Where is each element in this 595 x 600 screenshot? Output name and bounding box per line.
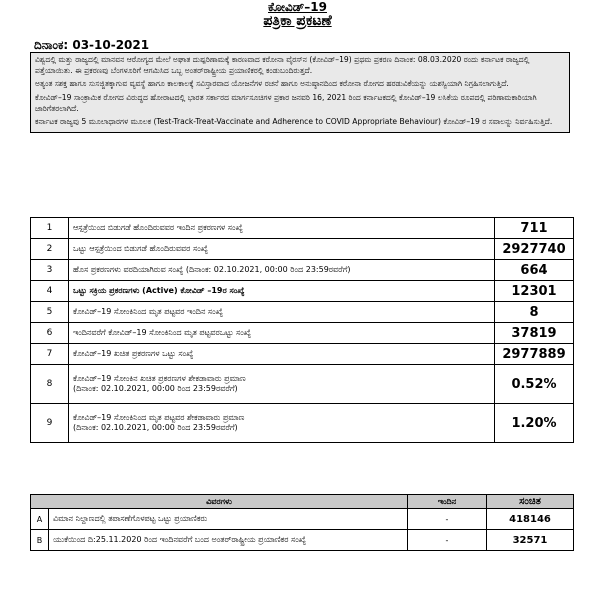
- row-value: 1.20%: [495, 404, 574, 443]
- row-label: ಕೋವಿಡ್–19 ಸೋಂಕಿನ ಖಚಿತ ಪ್ರಕರಣಗಳ ಶೇಕಡಾವಾರು ಪ್ರಮಾಣ: [73, 374, 246, 383]
- row-value: 2977889: [495, 344, 574, 365]
- stats-row: [31, 344, 574, 365]
- table-row: [31, 509, 574, 530]
- row-today: -: [408, 509, 487, 530]
- row-number: 2: [31, 239, 69, 260]
- stats-row: [31, 365, 574, 404]
- stats-row: [31, 404, 574, 443]
- header-details: ವಿವರಗಳು: [31, 495, 408, 509]
- row-label: ಯುಕೆಯಿಂದ ದಿ:25.11.2020 ರಿಂದ ಇಂದಿನವರೆಗೆ ಬಂದ ಅಂತರ್‌ರಾಷ್ಟ್ರೀಯ ಪ್ರಯಾಣಿಕರ ಸಂಖ್ಯೆ: [49, 530, 408, 551]
- row-cumulative: 32571: [487, 530, 574, 551]
- row-value: 2927740: [495, 239, 574, 260]
- stats-row: [31, 218, 574, 239]
- row-letter: A: [31, 509, 49, 530]
- intro-paragraph: ಕೋವಿಡ್–19 ಸಾಂಕ್ರಾಮಿಕ ರೋಗದ ವಿರುದ್ಧದ ಹೋರಾಟದಲ್ಲಿ ಭಾರತ ಸರ್ಕಾರದ ಮಾರ್ಗಸೂಚಿಗಳ ಪ್ರಕಾರ ಜನವರಿ 16, 2021 ರಿಂದ ಕರ್ನಾಟಕದಲ್ಲಿ ಕೋವಿಡ್–19 ಲಸಿಕೆಯ ರೂಪದಲ್ಲಿ ಪರಿಣಾಮಕಾರಿಯಾಗಿ ಜಾರಿಗೆತರಲಾಗಿದೆ.: [35, 92, 537, 113]
- stats-row: [31, 239, 574, 260]
- intro-paragraph: ಕರ್ನಾಟಕ ರಾಜ್ಯವು 5 ಮೂಲಾಧಾರಗಳ ಮೂಲಕ (Test-Track-Treat-Vaccinate and Adherence to COVID Appropriate Behaviour) ಕೋವಿಡ್–19 ರ ಸವಾಲನ್ನು ನಿರ್ವಹಿಸುತ್ತಿದೆ.: [35, 117, 553, 127]
- row-sublabel: (ದಿನಾಂಕ: 02.10.2021, 00:00 ರಿಂದ 23:59ರವರೆಗೆ): [73, 423, 238, 432]
- row-label: ಕೋವಿಡ್–19 ಸೋಂಕಿನಿಂದ ಮೃತ ಪಟ್ಟವರ ಶೇಕಡಾವಾರು ಪ್ರಮಾಣ: [73, 413, 245, 422]
- date-label: ದಿನಾಂಕ: 03-10-2021: [34, 38, 150, 52]
- row-value: 37819: [495, 323, 574, 344]
- intro-box: [30, 52, 570, 133]
- row-label: ಆಸ್ಪತ್ರೆಯಿಂದ ಬಿಡುಗಡೆ ಹೊಂದಿರುವವರ ಇಂದಿನ ಪ್ರಕರಣಗಳ ಸಂಖ್ಯೆ: [69, 218, 495, 239]
- row-label-cell: [69, 365, 495, 404]
- row-number: 6: [31, 323, 69, 344]
- intro-paragraph: ಅತ್ಯಂತ ಸಶಕ್ತ ಹಾಗೂ ಸುಸಜ್ಜಿತಕ್ಕಾಗುವ ವ್ಯವಸ್ಥೆ ಹಾಗೂ ಕಾಲಕಾಲಕ್ಕೆ ಸವಿಸ್ತಾರವಾದ ಯೋಜನೆಗಳ ರಚನೆ ಹಾಗೂ ಅನುಷ್ಠಾನದಿಂದ ಕರೋನಾ ರೋಗದ ಹರಡುವಿಕೆಯನ್ನು ಯಶಸ್ವಿಯಾಗಿ ನಿಗ್ರಹಿಸಲಾಗುತ್ತಿದೆ.: [35, 79, 509, 89]
- row-value: 711: [495, 218, 574, 239]
- table-header-row: [31, 495, 574, 509]
- row-number: 4: [31, 281, 69, 302]
- row-number: 5: [31, 302, 69, 323]
- row-value: 664: [495, 260, 574, 281]
- row-label: ಕೋವಿಡ್–19 ಸೋಂಕಿನಿಂದ ಮೃತ ಪಟ್ಟವರ ಇಂದಿನ ಸಂಖ್ಯೆ: [69, 302, 495, 323]
- row-number: 8: [31, 365, 69, 404]
- row-letter: B: [31, 530, 49, 551]
- row-label: ಒಟ್ಟು ಆಸ್ಪತ್ರೆಯಿಂದ ಬಿಡುಗಡೆ ಹೊಂದಿರುವವರ ಸಂಖ್ಯೆ: [69, 239, 495, 260]
- row-label: ಹೊಸ ಪ್ರಕರಣಗಳು ವರದಿಯಾಗಿರುವ ಸಂಖ್ಯೆ (ದಿನಾಂಕ: 02.10.2021, 00:00 ರಿಂದ 23:59ರವರೆಗೆ): [69, 260, 495, 281]
- header-today: ಇಂದಿನ: [408, 495, 487, 509]
- row-label-cell: [69, 404, 495, 443]
- row-value: 12301: [495, 281, 574, 302]
- header-cumulative: ಸಂಚಿತ: [487, 495, 574, 509]
- row-value: 0.52%: [495, 365, 574, 404]
- header-top-line: ಕೋವಿಡ್–19: [268, 0, 327, 14]
- row-label: ಒಟ್ಟು ಸಕ್ರಿಯ ಪ್ರಕರಣಗಳು (Active) ಕೋವಿಡ್ –19ರ ಸಂಖ್ಯೆ: [69, 281, 495, 302]
- row-label: ಕೋವಿಡ್–19 ಖಚಿತ ಪ್ರಕರಣಗಳ ಒಟ್ಟು ಸಂಖ್ಯೆ: [69, 344, 495, 365]
- stats-row: [31, 260, 574, 281]
- row-label: ವಿಮಾನ ನಿಲ್ದಾಣದಲ್ಲಿ ತಪಾಸಣೆಗೊಳಪಟ್ಟ ಒಟ್ಟು ಪ್ರಯಾಣಿಕರು: [49, 509, 408, 530]
- stats-row: [31, 302, 574, 323]
- row-number: 7: [31, 344, 69, 365]
- row-number: 3: [31, 260, 69, 281]
- row-label: ಇಂದಿನವರೆಗೆ ಕೋವಿಡ್–19 ಸೋಂಕಿನಿಂದ ಮೃತ ಪಟ್ಟವರಒಟ್ಟು ಸಂಖ್ಯೆ: [69, 323, 495, 344]
- row-cumulative: 418146: [487, 509, 574, 530]
- row-sublabel: (ದಿನಾಂಕ: 02.10.2021, 00:00 ರಿಂದ 23:59ರವರೆಗೆ): [73, 384, 238, 393]
- travellers-table: [30, 494, 574, 551]
- intro-paragraph: ವಿಶ್ವದಲ್ಲಿ ಮತ್ತು ರಾಜ್ಯದಲ್ಲಿ ಮಾನವನ ಆರೋಗ್ಯದ ಮೇಲೆ ಅಘಾತ ದುಷ್ಪರಿಣಾಮಕ್ಕೆ ಕಾರಣವಾದ ಕರೋನಾ ವೈರಸ್‌ನ (ಕೋವಿಡ್–19) ಪ್ರಥಮ ಪ್ರಕರಣ ದಿನಾಂಕ: 08.03.2020 ರಂದು ಕರ್ನಾಟಕ ರಾಜ್ಯದಲ್ಲಿ ಪತ್ತೆಯಾಯಿತು. ಈ ಪ್ರಕರಣವು ಬೆಂಗಳೂರಿಗೆ ಆಗಮಿಸಿದ ಒಬ್ಬ ಅಂತರ್‌ರಾಷ್ಟ್ರೀಯ ಪ್ರಯಾಣಿಕರಲ್ಲಿ ಕಂಡುಬಂದಿರುತ್ತದೆ.: [35, 55, 530, 76]
- stats-row: [31, 323, 574, 344]
- row-today: -: [408, 530, 487, 551]
- page-title: ಪತ್ರಿಕಾ ಪ್ರಕಟಣೆ: [263, 13, 332, 29]
- row-value: 8: [495, 302, 574, 323]
- table-row: [31, 530, 574, 551]
- row-number: 1: [31, 218, 69, 239]
- stats-table: [30, 217, 574, 443]
- stats-row: [31, 281, 574, 302]
- row-number: 9: [31, 404, 69, 443]
